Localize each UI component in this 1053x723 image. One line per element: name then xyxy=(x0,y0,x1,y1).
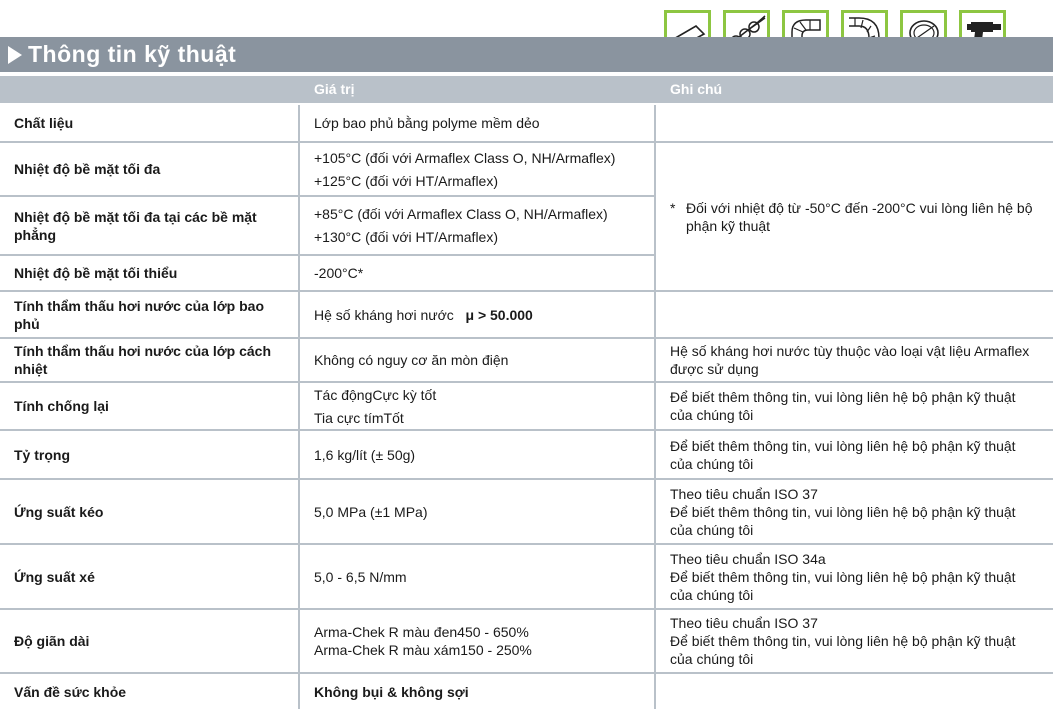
note-line: Theo tiêu chuẩn ISO 34a xyxy=(670,550,826,567)
table-row xyxy=(0,338,1053,382)
row-value: Không bụi & không sợi xyxy=(299,673,655,709)
section-title-bar xyxy=(0,37,1053,72)
value-bold: μ > 50.000 xyxy=(465,306,533,323)
value-prefix: Hệ số kháng hơi nước xyxy=(314,306,454,323)
pair-value: 150 - 250% xyxy=(460,642,532,658)
note-line: Để biết thêm thông tin, vui lòng liên hệ bộ phận kỹ thuật của chúng tôi xyxy=(670,568,1016,603)
row-value: Lớp bao phủ bằng polyme mềm dẻo xyxy=(299,105,655,142)
table-row xyxy=(0,142,1053,196)
table-row xyxy=(0,673,1053,709)
table-row xyxy=(0,609,1053,673)
row-note xyxy=(655,673,1053,709)
value-line: +105°C (đối với Armaflex Class O, NH/Armaflex) xyxy=(314,149,616,166)
note-line: Để biết thêm thông tin, vui lòng liên hệ bộ phận kỹ thuật của chúng tôi xyxy=(670,503,1016,538)
row-label: Chất liệu xyxy=(14,115,74,131)
row-value xyxy=(299,609,655,673)
column-header-value: Giá trị xyxy=(314,81,355,97)
table-row xyxy=(0,479,1053,544)
row-value: 5,0 - 6,5 N/mm xyxy=(299,544,655,609)
row-value: 1,6 kg/lít (± 50g) xyxy=(299,430,655,479)
row-note: Để biết thêm thông tin, vui lòng liên hệ bộ phận kỹ thuật của chúng tôi xyxy=(655,430,1053,479)
table-row xyxy=(0,291,1053,338)
row-note xyxy=(655,479,1053,544)
row-label: Ứng suất kéo xyxy=(14,503,104,520)
row-label: Nhiệt độ bề mặt tối thiểu xyxy=(14,265,178,281)
row-label: Tính thẩm thấu hơi nước của lớp cách nhiệt xyxy=(14,343,272,377)
row-label: Ứng suất xé xyxy=(14,568,95,585)
value-line: +85°C (đối với Armaflex Class O, NH/Armaflex) xyxy=(314,206,608,222)
value-line: +130°C (đối với HT/Armaflex) xyxy=(314,229,498,245)
spec-table xyxy=(0,105,1053,709)
row-label: Tỷ trọng xyxy=(14,446,70,463)
pair-value: Tốt xyxy=(383,409,404,426)
pair-value: Cực kỳ tốt xyxy=(372,386,437,403)
pair-key: Tác động xyxy=(314,386,373,403)
row-note xyxy=(655,544,1053,609)
row-note xyxy=(655,105,1053,142)
column-header-note: Ghi chú xyxy=(670,81,723,97)
row-note xyxy=(655,609,1053,673)
row-value: Không có nguy cơ ăn mòn điện xyxy=(299,338,655,382)
note-star: * xyxy=(670,199,676,216)
table-row xyxy=(0,544,1053,609)
pair-key: Arma-Chek R màu xám xyxy=(314,642,461,658)
table-row xyxy=(0,430,1053,479)
pair-value: 450 - 650% xyxy=(457,624,529,640)
row-label: Nhiệt độ bề mặt tối đa tại các bề mặt phẳng xyxy=(14,208,257,243)
note-line: Để biết thêm thông tin, vui lòng liên hệ bộ phận kỹ thuật của chúng tôi xyxy=(670,633,1016,667)
table-row xyxy=(0,105,1053,142)
row-label: Tính chống lại xyxy=(14,398,109,414)
note-line: Theo tiêu chuẩn ISO 37 xyxy=(670,485,818,502)
row-label: Tính thẩm thấu hơi nước của lớp bao phủ xyxy=(14,297,265,332)
row-value xyxy=(299,142,655,196)
row-value xyxy=(299,196,655,255)
pair-key: Tia cực tím xyxy=(314,409,384,426)
page-title: Thông tin kỹ thuật xyxy=(28,41,237,67)
row-note: Để biết thêm thông tin, vui lòng liên hệ bộ phận kỹ thuật của chúng tôi xyxy=(655,382,1053,430)
pair-key: Arma-Chek R màu đen xyxy=(314,624,458,640)
row-value: 5,0 MPa (±1 MPa) xyxy=(299,479,655,544)
row-label: Nhiệt độ bề mặt tối đa xyxy=(14,161,161,177)
table-header xyxy=(0,76,1053,103)
row-value: -200°C* xyxy=(299,255,655,291)
merged-note xyxy=(655,142,1053,291)
note-line: Theo tiêu chuẩn ISO 37 xyxy=(670,615,818,631)
row-value xyxy=(299,291,655,338)
row-label: Độ giãn dài xyxy=(14,633,90,649)
row-note xyxy=(655,291,1053,338)
value-line: +125°C (đối với HT/Armaflex) xyxy=(314,172,498,189)
table-row xyxy=(0,382,1053,430)
row-label: Vấn đề sức khỏe xyxy=(14,683,127,700)
row-note: Hệ số kháng hơi nước tùy thuộc vào loại vật liệu Armaflex được sử dụng xyxy=(655,338,1053,382)
row-value xyxy=(299,382,655,430)
note-text: Đối với nhiệt độ từ -50°C đến -200°C vui lòng liên hệ bộ phận kỹ thuật xyxy=(686,199,1033,234)
play-triangle-icon xyxy=(8,46,22,64)
